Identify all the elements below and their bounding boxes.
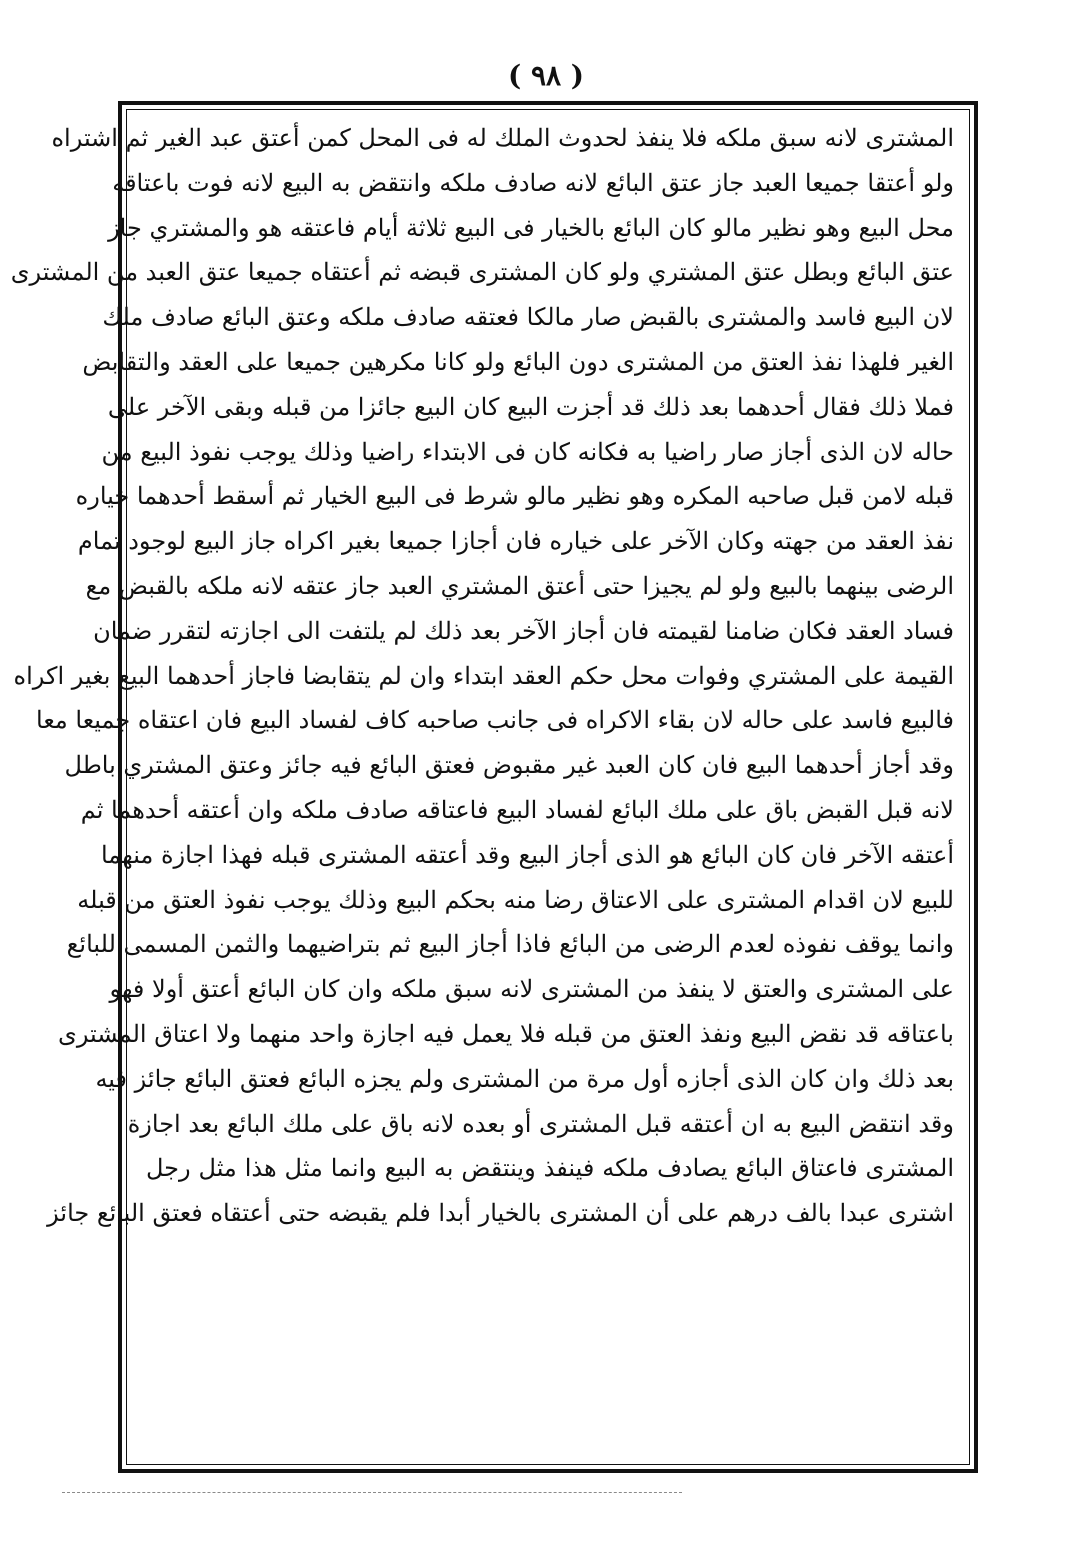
text-line: المشترى فاعتاق البائع يصادف ملكه فينفذ وينتقض به البيع وانما مثل هذا مثل رجل xyxy=(146,1154,954,1183)
text-line: القيمة على المشتري وفوات محل حكم العقد ابتداء وان لم يتقابضا فاجاز أحدهما البيع بغير اكراه xyxy=(13,661,954,690)
text-line: اشترى عبدا بالف درهم على أن المشترى بالخيار أبدا فلم يقبضه حتى أعتقاه فعتق البائع جائز xyxy=(47,1199,954,1228)
text-line: لان البيع فاسد والمشترى بالقبض صار مالكا فعتقه صادف ملكه وعتق البائع صادف ملك xyxy=(102,303,954,332)
scan-edge-line xyxy=(62,1492,682,1494)
text-line: باعتاقه قد نقض البيع ونفذ العتق من قبله فلا يعمل فيه اجازة واحد منهما ولا اعتاق المشترى xyxy=(58,1019,954,1048)
text-line: الغير فلهذا نفذ العتق من المشترى دون البائع ولو كانا مكرهين جميعا على العقد والتقابض xyxy=(82,347,954,376)
text-line: محل البيع وهو نظير مالو كان البائع بالخيار فى البيع ثلاثة أيام فاعتقه هو والمشتري جاز xyxy=(108,213,954,242)
text-line: وقد أجاز أحدهما البيع فان كان العبد غير مقبوض فعتق البائع فيه جائز وعتق المشتري باطل xyxy=(64,751,954,780)
text-line: على المشترى والعتق لا ينفذ من المشترى لانه سبق ملكه وان كان البائع أعتق أولا فهو xyxy=(109,975,954,1004)
page-number: ( ٩٨ ) xyxy=(507,59,585,92)
text-line: ولو أعتقا جميعا العبد جاز عتق البائع لانه صادف ملكه وانتقض به البيع لانه فوت باعتاقه xyxy=(112,168,954,197)
text-line: وقد انتقض البيع به ان أعتقه قبل المشترى أو بعده لانه باق على ملك البائع بعد اجازة xyxy=(127,1109,954,1138)
text-line: للبيع لان اقدام المشترى على الاعتاق رضا منه بحكم البيع وذلك يوجب نفوذ العتق من قبله xyxy=(77,885,954,914)
text-line: فالبيع فاسد على حاله لان بقاء الاكراه فى جانب صاحبه كاف لفساد البيع فان اعتقاه جميعا معا xyxy=(36,706,954,735)
text-line: الرضى بينهما بالبيع ولو لم يجيزا حتى أعتق المشتري العبد جاز عتقه لانه ملكه بالقبض مع xyxy=(85,571,954,600)
text-line: عتق البائع وبطل عتق المشتري ولو كان المشترى قبضه ثم أعتقاه جميعا عتق العبد من المشترى xyxy=(10,258,954,287)
text-line: أعتقه الآخر فان كان البائع هو الذى أجاز البيع وقد أعتقه المشترى قبله فهذا اجازة منهما xyxy=(100,840,954,869)
text-line: بعد ذلك وان كان الذى أجازه أول مرة من المشترى ولم يجزه البائع فعتق البائع جائز فيه xyxy=(95,1064,954,1093)
text-line: قبله لامن قبل صاحبه المكره وهو نظير مالو شرط فى البيع الخيار ثم أسقط أحدهما خياره xyxy=(75,482,954,511)
body-text xyxy=(10,116,954,1460)
text-line: المشترى لانه سبق ملكه فلا ينفذ لحدوث الملك له فى المحل كمن أعتق عبد الغير ثم اشتراه xyxy=(51,124,954,152)
text-line: فساد العقد فكان ضامنا لقيمته فان أجاز الآخر بعد ذلك لم يلتفت الى اجازته لتقرر ضمان xyxy=(93,616,954,645)
text-line: فملا ذلك فقال أحدهما بعد ذلك قد أجزت البيع كان البيع جائزا من قبله وبقى الآخر على xyxy=(107,392,954,421)
text-line: وانما يوقف نفوذه لعدم الرضى من البائع فاذا أجاز البيع ثم بتراضيهما والثمن المسمى للبائع xyxy=(66,930,954,959)
text-line: لانه قبل القبض باق على ملك البائع لفساد البيع فاعتاقه صادف ملكه وان أعتقه أحدهما ثم xyxy=(80,795,954,824)
text-line: حاله لان الذى أجاز صار راضيا به فكانه كان فى الابتداء راضيا وذلك يوجب نفوذ البيع من xyxy=(101,437,954,466)
text-line: نفذ العقد من جهته وكان الآخر على خياره فان أجازا جميعا بغير اكراه جاز البيع لوجود تمام xyxy=(77,527,954,556)
